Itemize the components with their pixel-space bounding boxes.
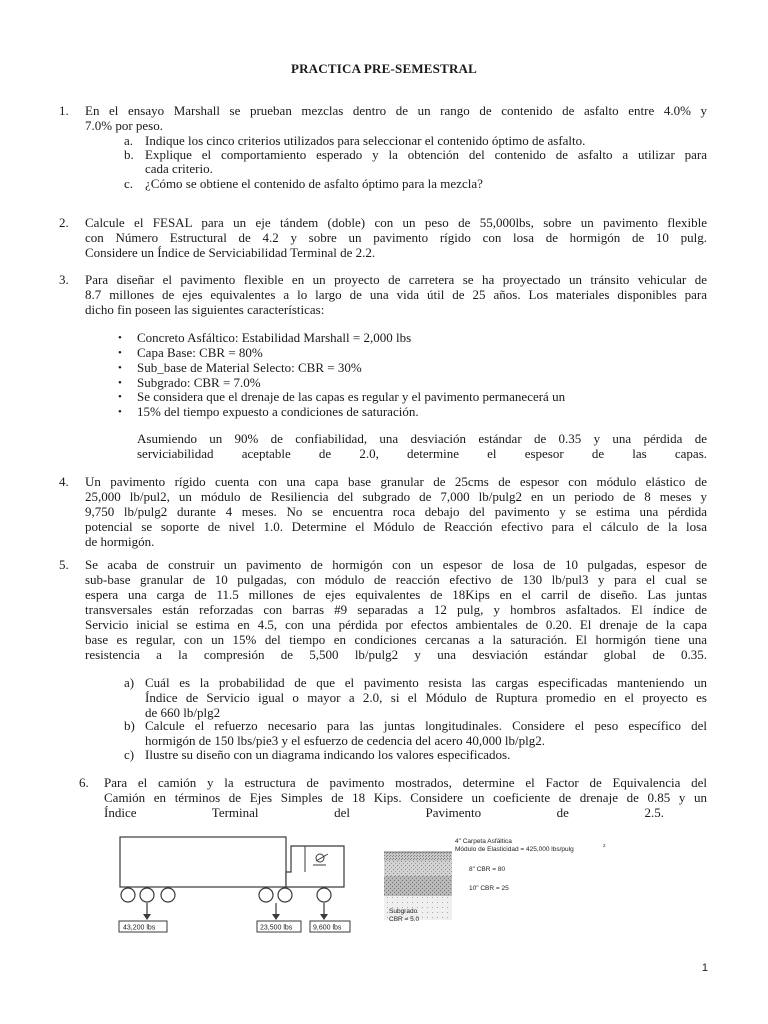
q5-text: resistencia a la compresión de 5,500 lb/pulg2 y una desviación estándar global de 0.35. xyxy=(85,647,707,662)
q3-paragraph: serviciabilidad aceptable de 2.0, determine el espesor de las capas. xyxy=(137,446,707,461)
layer-label: Módulo de Elasticidad = 425,000 lbs/pulg xyxy=(455,846,574,853)
page-title: PRACTICA PRE-SEMESTRAL xyxy=(290,61,478,76)
layer-label: Subgrado xyxy=(389,908,418,915)
q1-b-marker: b. xyxy=(124,147,134,162)
wheel-icon xyxy=(140,888,154,902)
q5-text: sub-base granular de 10 pulgadas, con módulo de reacción efectivo de 130 lb/pul3 y para el cual se xyxy=(85,572,707,587)
q1-b-text: cada criterio. xyxy=(145,161,213,176)
q6-text: Camión en términos de Ejes Simples de 18 Kips. Considere un coeficiente de drenaje de 0.85 y un xyxy=(104,790,707,805)
q5-text: Servicio inicial se estima en 4.5, con una pérdida por efectos ambientales de 0.20. El drenaje de la capa xyxy=(85,617,707,632)
bullet: • xyxy=(118,377,122,389)
q3-bullet-text: Capa Base: CBR = 80% xyxy=(137,345,263,360)
q1-c-marker: c. xyxy=(124,176,134,191)
truck-diagram xyxy=(119,837,350,932)
q1-text: 7.0% por peso. xyxy=(85,118,163,133)
truck-trailer xyxy=(120,837,286,887)
q4-number: 4. xyxy=(59,474,69,489)
q5-b-text: hormigón de 150 lbs/pie3 y el esfuerzo de cedencia del acero 40,000 lb/plg2. xyxy=(145,733,545,748)
layer-label: CBR = 5.0 xyxy=(389,916,420,923)
bullet: • xyxy=(118,391,122,403)
arrow-down-icon xyxy=(143,914,151,920)
q3-bullet-text: 15% del tiempo expuesto a condiciones de saturación. xyxy=(137,404,419,419)
wheel-icon xyxy=(161,888,175,902)
wheel-icon xyxy=(278,888,292,902)
q3-bullet-text: Subgrado: CBR = 7.0% xyxy=(137,375,261,390)
q3-bullet-text: Se considera que el drenaje de las capas es regular y el pavimento permanecerá un xyxy=(137,389,566,404)
q4-text: potencial se soporte de nivel 1.0. Determine el Módulo de Reacción efectivo para el cálculo de la losa xyxy=(85,519,707,534)
subbase-layer xyxy=(384,876,452,896)
base-layer xyxy=(384,861,452,876)
q3-text: 8.7 millones de ejes equivalentes a lo largo de una vida útil de 25 años. Los materiales disponibles para xyxy=(85,287,707,302)
asphalt-layer xyxy=(384,852,452,861)
q1-b-text: Explique el comportamiento esperado y la obtención del contenido de asfalto a utilizar para xyxy=(145,147,707,162)
arrow-down-icon xyxy=(272,914,280,920)
q5-c-marker: c) xyxy=(124,747,135,762)
pavement-structure-diagram xyxy=(384,838,606,923)
q5-number: 5. xyxy=(59,557,69,572)
q5-a-text: de 660 lb/plg2 xyxy=(145,705,221,720)
layer-label: 8" CBR = 80 xyxy=(469,866,506,873)
q3-paragraph: Asumiendo un 90% de confiabilidad, una desviación estándar de 0.35 y una pérdida de xyxy=(137,431,707,446)
q5-a-text: Índice de Servicio igual o mayor a 2.0, si el Módulo de Ruptura promedio en el proyecto es xyxy=(145,690,707,705)
bullet: • xyxy=(118,362,122,374)
q5-text: transversales están reforzadas con barras #9 separadas a 12 pulg, y hombros asfaltados. El índice de xyxy=(85,602,707,617)
q2-text: Considere un Índice de Serviciabilidad Terminal de 2.2. xyxy=(85,245,376,260)
wheel-icon xyxy=(259,888,273,902)
q5-a-text: Cuál es la probabilidad de que el pavimento resista las cargas especificadas manteniendo un xyxy=(145,675,707,690)
q6-text: Índice Terminal del Pavimento de 2.5. xyxy=(104,805,664,820)
axle-load-label: 23,500 lbs xyxy=(260,924,293,932)
q6-number: 6. xyxy=(79,775,89,790)
bullet: • xyxy=(118,347,122,359)
q5-text: Se acaba de construir un pavimento de hormigón con un espesor de losa de 10 pulgadas, espesor de xyxy=(85,557,707,572)
q3-number: 3. xyxy=(59,272,69,287)
q3-text: Para diseñar el pavimento flexible en un proyecto de carretera se ha proyectado un tránsito vehicular de xyxy=(85,272,707,287)
wheel-icon xyxy=(121,888,135,902)
layer-label: 10" CBR = 25 xyxy=(469,885,509,892)
bullet: • xyxy=(118,406,122,418)
q4-text: 25,000 lb/pul2, un módulo de Resiliencia del subgrado de 7,000 lb/pulg2 en un periodo de 8 meses y xyxy=(85,489,707,504)
q5-text: espera una carga de 11.5 millones de ejes equivalentes de 18Kips en el carril de diseño. Las juntas xyxy=(85,587,707,602)
truck-cab xyxy=(286,846,344,887)
layer-label: 4" Carpeta Asfáltica xyxy=(455,838,512,845)
q1-a-marker: a. xyxy=(124,133,134,148)
q4-text: de hormigón. xyxy=(85,534,155,549)
page-number: 1 xyxy=(701,962,708,974)
q3-bullet-text: Sub_base de Material Selecto: CBR = 30% xyxy=(137,360,362,375)
superscript: 2 xyxy=(603,843,606,848)
axle-load-label: 43,200 lbs xyxy=(123,924,156,932)
q2-text: Calcule el FESAL para un eje tándem (doble) con un peso de 55,000lbs, sobre un pavimento flexible xyxy=(85,215,707,230)
q5-b-marker: b) xyxy=(124,718,135,733)
q5-text: base es regular, con un 15% del tiempo en condiciones cercanas a la saturación. El hormigón tiene una xyxy=(85,632,707,647)
q3-bullet-text: Concreto Asfáltico: Estabilidad Marshall = 2,000 lbs xyxy=(137,330,412,345)
q4-text: Un pavimento rígido cuenta con una capa base granular de 25cms de espesor con módulo elástico de xyxy=(85,474,707,489)
q1-number: 1. xyxy=(59,103,69,118)
q5-b-text: Calcule el refuerzo necesario para las juntas longitudinales. Considere el peso específico del xyxy=(145,718,707,733)
q4-text: 9,750 lb/pulg2 durante 4 meses. No se encuentra roca debajo del pavimento y se estima una pérdida xyxy=(85,504,707,519)
q1-text: En el ensayo Marshall se prueban mezclas dentro de un rango de contenido de asfalto entre 4.0% y xyxy=(85,103,707,118)
q2-text: con Número Estructural de 4.2 y sobre un pavimento rígido con losa de hormigón de 10 pulg. xyxy=(85,230,707,245)
arrow-down-icon xyxy=(320,914,328,920)
bullet: • xyxy=(118,332,122,344)
q1-c-text: ¿Cómo se obtiene el contenido de asfalto óptimo para la mezcla? xyxy=(145,176,483,191)
q5-c-text: Ilustre su diseño con un diagrama indicando los valores especificados. xyxy=(145,747,511,762)
q6-text: Para el camión y la estructura de pavimento mostrados, determine el Factor de Equivalencia del xyxy=(104,775,707,790)
q2-number: 2. xyxy=(59,215,69,230)
q5-a-marker: a) xyxy=(124,675,135,690)
q3-text: dicho fin poseen las siguientes características: xyxy=(85,302,325,317)
axle-load-label: 9,600 lbs xyxy=(313,924,342,932)
wheel-icon xyxy=(317,888,331,902)
q1-a-text: Indique los cinco criterios utilizados para seleccionar el contenido óptimo de asfalto. xyxy=(145,133,586,148)
